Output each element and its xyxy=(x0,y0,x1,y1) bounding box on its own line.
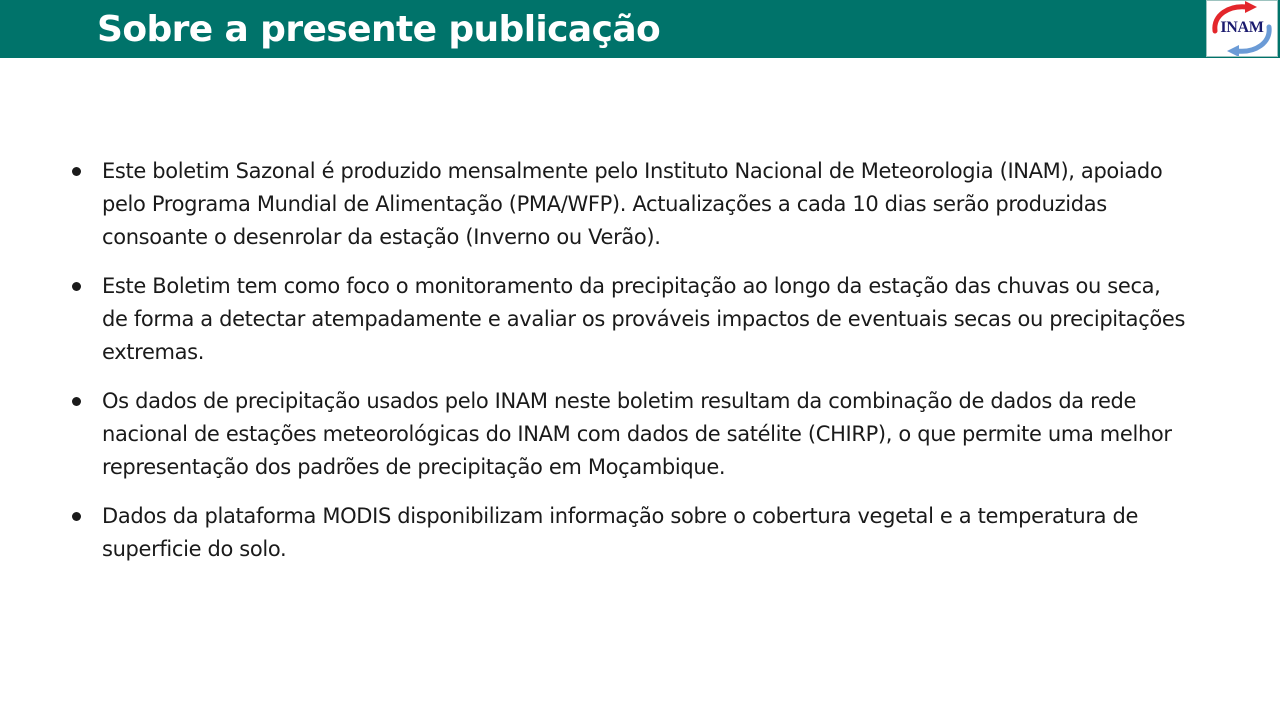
logo-text: INAM xyxy=(1220,19,1264,36)
bullet-text: Os dados de precipitação usados pelo INAM neste boletim resultam da combinação de dados da rede nacional de estações meteorológicas do INAM com dados de satélite (CHIRP), o que permite uma melhor representação dos padrões de precipitação em Moçambique. xyxy=(102,389,1172,479)
bullet-dot-icon xyxy=(72,512,81,521)
bullet-item xyxy=(70,270,1190,369)
bullet-list xyxy=(70,155,1190,582)
bullet-dot-icon xyxy=(72,167,81,176)
bullet-item xyxy=(70,155,1190,254)
bullet-text: Este Boletim tem como foco o monitoramento da precipitação ao longo da estação das chuvas ou seca, de forma a detectar atempadamente e avaliar os prováveis impactos de eventuais secas ou precipitações extremas. xyxy=(102,274,1186,364)
bullet-text: Dados da plataforma MODIS disponibilizam informação sobre o cobertura vegetal e a temperatura de superficie do solo. xyxy=(102,504,1139,561)
bullet-item xyxy=(70,385,1190,484)
inam-logo xyxy=(1206,0,1278,57)
header-bar xyxy=(0,0,1280,58)
bullet-item xyxy=(70,500,1190,566)
bullet-dot-icon xyxy=(72,282,81,291)
slide-title: Sobre a presente publicação xyxy=(97,9,661,50)
bullet-text: Este boletim Sazonal é produzido mensalmente pelo Instituto Nacional de Meteorologia (INAM), apoiado pelo Programa Mundial de Alimentação (PMA/WFP). Actualizações a cada 10 dias serão produzidas consoante o desenrolar da estação (Inverno ou Verão). xyxy=(102,159,1163,249)
bullet-dot-icon xyxy=(72,397,81,406)
